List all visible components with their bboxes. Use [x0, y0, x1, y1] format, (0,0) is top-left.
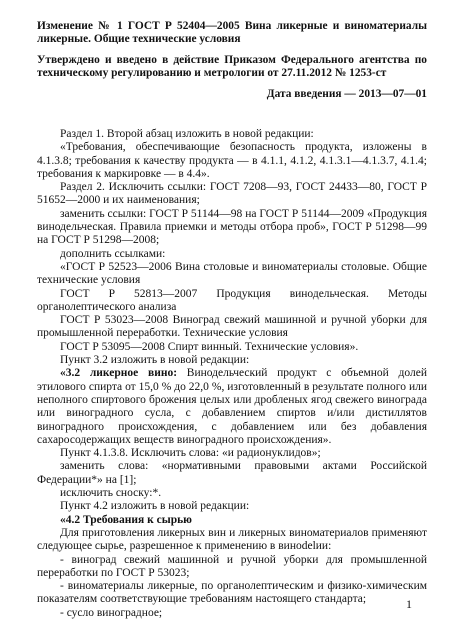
paragraph: ГОСТ Р 52813—2007 Продукция винодельческая. Методы органолептического анализа [37, 287, 427, 313]
paragraph: Раздел 1. Второй абзац изложить в новой редакции: [60, 128, 314, 140]
effective-date: Дата введения — 2013—07—01 [266, 88, 427, 101]
paragraph: «ГОСТ Р 52523—2006 Вина столовые и виноматериалы столовые. Общие технические условия [37, 260, 427, 287]
paragraph: Пункт 4.2 изложить в новой редакции: [60, 500, 250, 513]
paragraph: дополнить ссылками: [60, 247, 166, 260]
paragraph: ГОСТ Р 53023—2008 Виноград свежий машинной и ручной уборки для промышленной переработки. Технические условия [37, 314, 427, 340]
paragraph: Пункт 4.1.3.8. Исключить слова: «и радионуклидов»; [60, 447, 321, 460]
paragraph: «Требования, обеспечивающие безопасность продукта, изложены в 4.1.3.8; требования к качеству продукта — в 4.1.1, 4.1.2, 4.1.3.1—4.1.3.7, 4.1.4; требования к маркировке — в 4.4». [37, 141, 427, 180]
approval-statement: Утверждено и введено в действие Приказом Федерального агентства по техническому регулированию и метрологии от 27.11.2012 № 1253-ст [37, 53, 427, 79]
definition-text: Винодельческий продукт с объемной долей этилового спирта от 15,0 % до 22,0 %, изготовленный в результате полного или неполного спиртового брожения целых или дробленых ягод свежего винограда или виноградного сусла, с добавлением спиртов и/или дистиллятов виноградного происхождения, с добавлением или без добавления сахаросодержащих веществ виноградного происхождения». [37, 367, 427, 446]
paragraph: заменить ссылки: ГОСТ Р 51144—98 на ГОСТ Р 51144—2009 «Продукция винодельческая. Правила приемки и методы отбора проб», ГОСТ Р 51298—99 на ГОСТ Р 51298—2008; [37, 207, 427, 247]
page-number: 1 [406, 597, 412, 611]
definition-paragraph [37, 367, 427, 447]
paragraph: Раздел 2. Исключить ссылки: ГОСТ 7208—93, ГОСТ 24433—80, ГОСТ Р 51652—2000 и их наименования; [37, 181, 427, 207]
document-body [37, 128, 427, 620]
list-item: - виноград свежий машинной и ручной уборки для промышленной переработки по ГОСТ Р 53023; [37, 553, 427, 579]
paragraph: Для приготовления ликерных вин и ликерных виноматериалов применяют следующее сырье, разрешенное к применению в винodelии: [37, 526, 427, 553]
list-item: - виноматериалы ликерные, по органолептическим и физико-химическим показателям соответствующие требованиям настоящего стандарта; [37, 580, 427, 606]
paragraph: Пункт 3.2 изложить в новой редакции: [60, 354, 250, 367]
paragraph: ГОСТ Р 53095—2008 Спирт винный. Технические условия». [60, 340, 359, 353]
amendment-title: Изменение № 1 ГОСТ Р 52404—2005 Вина ликерные и виноматериалы ликерные. Общие технические условия [37, 20, 427, 46]
list-item: - сусло виноградное; [60, 606, 163, 619]
document-header [37, 20, 427, 101]
section-heading: «4.2 Требования к сырью [60, 513, 192, 526]
definition-term: «3.2 ликерное вино: [60, 367, 178, 380]
paragraph: заменить слова: «нормативными правовыми актами Российской Федерации*» на [1]; [37, 460, 427, 486]
paragraph: исключить сноску:*. [60, 487, 162, 500]
